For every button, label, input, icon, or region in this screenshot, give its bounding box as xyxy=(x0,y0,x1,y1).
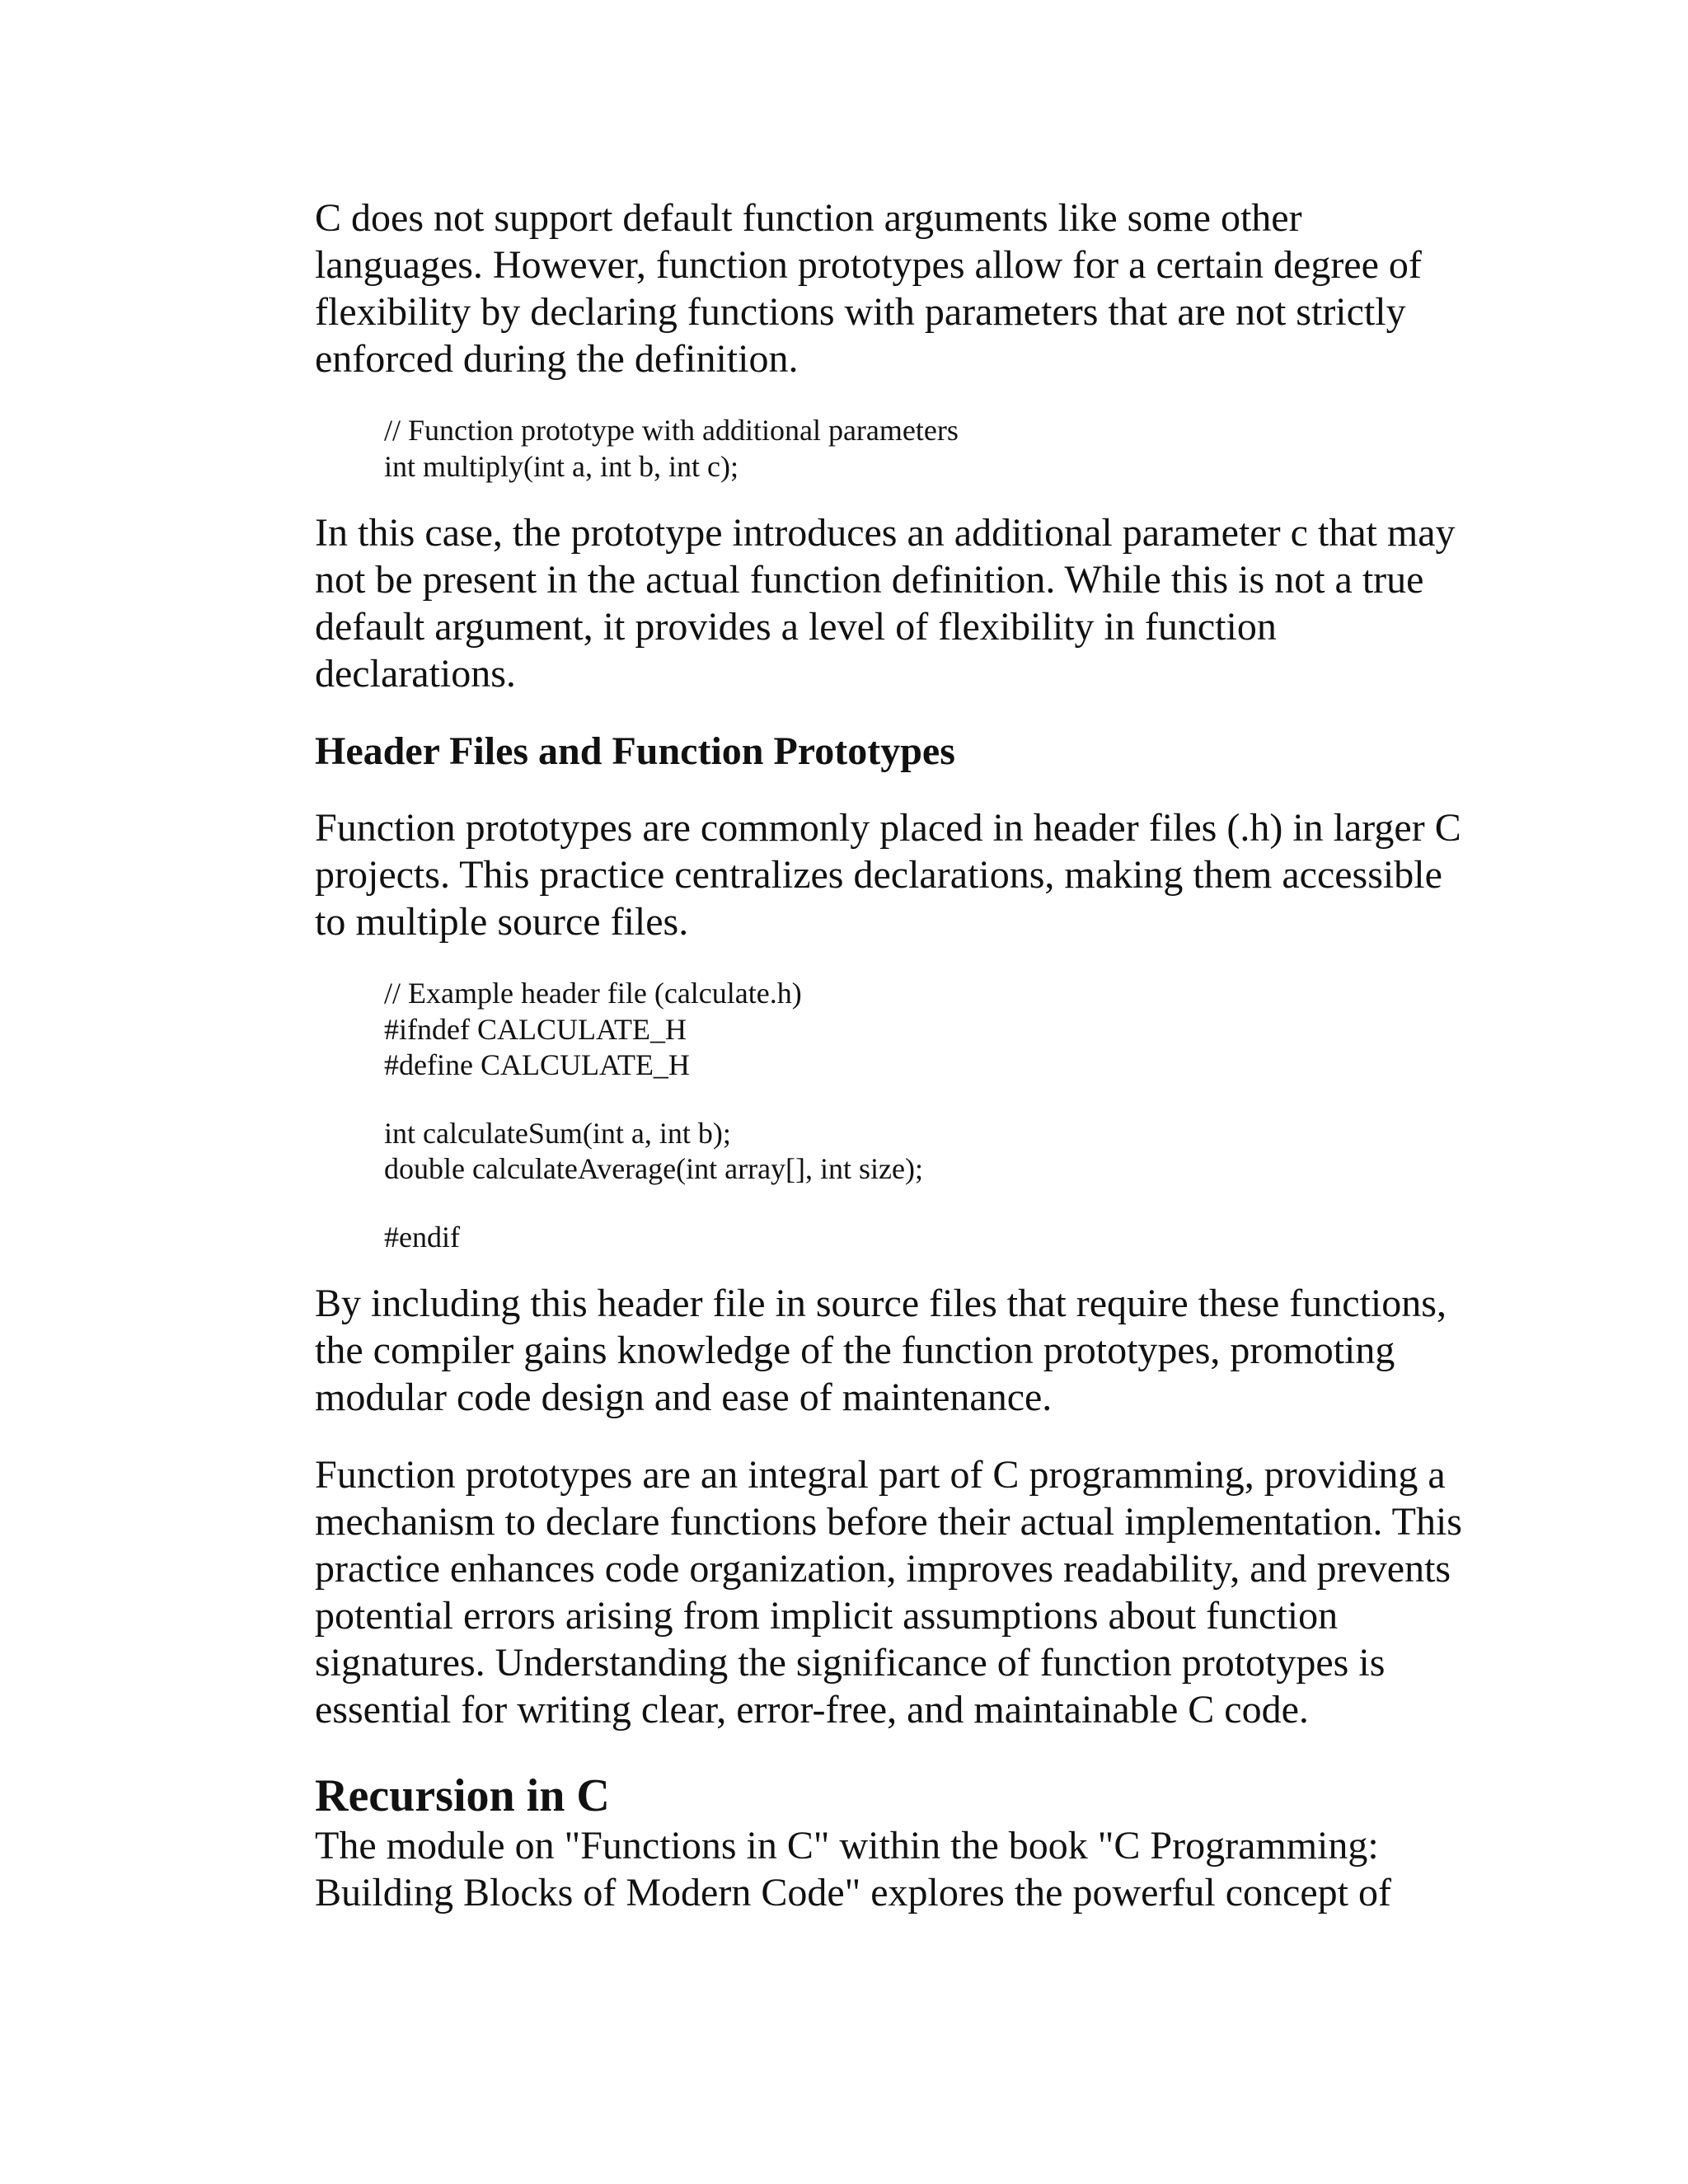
paragraph-including-header: By including this header file in source files that require these functions, the compiler gains knowledge of the function prototypes, promoting modular code design and ease of maintenance. xyxy=(315,1282,1447,1419)
heading-recursion: Recursion in C xyxy=(315,1770,610,1821)
page-content xyxy=(315,194,1477,1947)
code-line-ifndef: #ifndef CALCULATE_H xyxy=(384,1012,687,1046)
code-line-endif: #endif xyxy=(384,1220,460,1254)
code-line-calculate-sum: int calculateSum(int a, int b); xyxy=(384,1116,731,1150)
code-block-header-file xyxy=(384,976,1477,1255)
code-blank-line xyxy=(384,1188,1477,1220)
code-comment-line: // Example header file (calculate.h) xyxy=(384,977,802,1010)
paragraph-additional-parameter: In this case, the prototype introduces an additional parameter c that may not be present in the actual function definition. While this is not a true default argument, it provides a level of flexibility in function declarations. xyxy=(315,511,1456,696)
paragraph-header-files: Function prototypes are commonly placed in header files (.h) in larger C projects. This practice centralizes declarations, making them accessible to multiple source files. xyxy=(315,806,1461,944)
code-line-calculate-average: double calculateAverage(int array[], int size); xyxy=(384,1152,923,1185)
code-line-define: #define CALCULATE_H xyxy=(384,1048,690,1081)
code-block-multiply-prototype xyxy=(384,413,1477,485)
paragraph-recursion-intro: The module on "Functions in C" within the book "C Programming: Building Blocks of Modern Code" explores the powerful concept of xyxy=(315,1824,1391,1915)
code-line-multiply: int multiply(int a, int b, int c); xyxy=(384,449,738,483)
code-blank-line xyxy=(384,1084,1477,1116)
paragraph-default-arguments: C does not support default function arguments like some other languages. However, function prototypes allow for a certain degree of flexibility by declaring functions with parameters that are not strictly enforced during the definition. xyxy=(315,196,1422,381)
code-comment-line: // Function prototype with additional parameters xyxy=(384,414,959,447)
paragraph-prototypes-summary: Function prototypes are an integral part of C programming, providing a mechanism to declare functions before their actual implementation. This practice enhances code organization, improves readability, and prevents potential errors arising from implicit assumptions about function signatures. Understanding the significance of function prototypes is essential for writing clear, error-free, and maintainable C code. xyxy=(315,1453,1462,1732)
heading-header-files: Header Files and Function Prototypes xyxy=(315,729,955,773)
